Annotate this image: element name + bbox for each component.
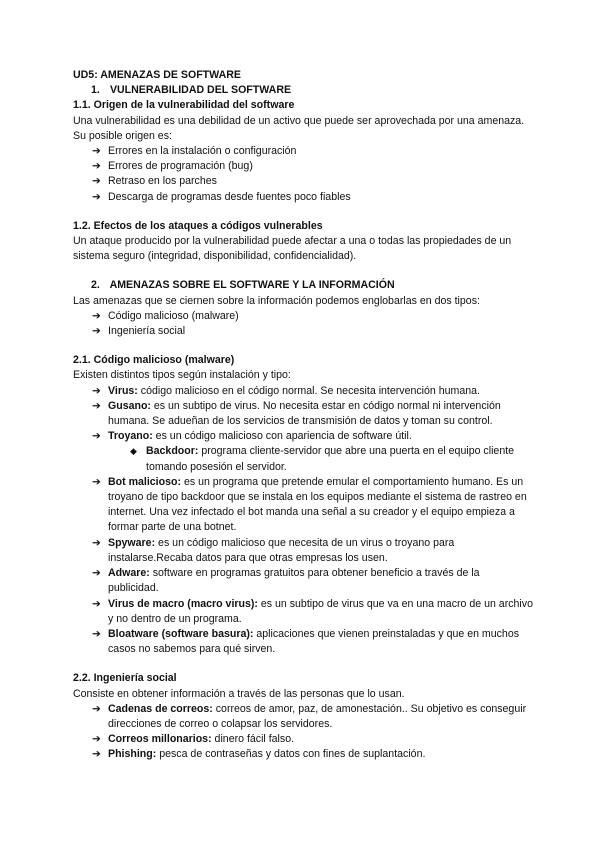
arrow-bullet-icon: ➔: [92, 384, 101, 397]
list-item-nested: ◆ Backdoor: programa cliente-servidor que abre una puerta en el equipo cliente tomando posesión el servidor.: [130, 445, 515, 473]
arrow-bullet-icon: ➔: [92, 475, 101, 488]
social-engineering-list: [73, 702, 533, 763]
diamond-bullet-icon: ◆: [130, 446, 137, 457]
paragraph: Un ataque producido por la vulnerabilidad puede afectar a una o todas las propiedades de un sistema seguro (integridad, disponibilidad, confidencialidad).: [73, 235, 512, 263]
list-item: ➔ Errores en la instalación o configuración: [73, 144, 533, 159]
subsection-1-1-heading: 1.1. Origen de la vulnerabilidad del software: [73, 99, 295, 112]
document-title: UD5: AMENAZAS DE SOFTWARE: [73, 69, 241, 81]
list-item: ➔ Virus de macro (macro virus): es un subtipo de virus que va en una macro de un archivo y no dentro de un programa.: [92, 597, 533, 625]
list-item: ➔ Errores de programación (bug): [73, 159, 533, 174]
list-item: ➔ Correos millonarios: dinero fácil falso.: [73, 732, 533, 747]
list-item: ➔ Descarga de programas desde fuentes poco fiables: [73, 190, 533, 205]
arrow-bullet-icon: ➔: [92, 325, 101, 338]
arrow-bullet-icon: ➔: [92, 733, 101, 746]
arrow-bullet-icon: ➔: [92, 627, 101, 640]
list-item: ➔ Gusano: es un subtipo de virus. No necesita estar en código normal ni intervención humana. Se adueñan de los servicios de transmisión de datos y toman su control.: [92, 399, 501, 428]
arrow-bullet-icon: ➔: [92, 160, 101, 173]
arrow-bullet-icon: ➔: [92, 399, 101, 412]
arrow-bullet-icon: ➔: [92, 567, 101, 580]
subsection-1-2-heading: 1.2. Efectos de los ataques a códigos vulnerables: [73, 219, 323, 232]
list-item: ➔ Phishing: pesca de contraseñas y datos con fines de suplantación.: [73, 747, 533, 762]
list-item: ➔ Cadenas de correos: correos de amor, paz, de amonestación.. Su objetivo es conseguir direcciones de correo o colapsar los servidores.: [92, 702, 527, 730]
malware-list: [73, 384, 533, 658]
section-1-heading: 1. VULNERABILIDAD DEL SOFTWARE: [91, 84, 292, 97]
origin-list: [73, 144, 533, 205]
list-item: ➔ Bloatware (software basura): aplicaciones que vienen preinstaladas y que en muchos casos no sabemos para qué sirven.: [92, 627, 520, 656]
paragraph: Consiste en obtener información a través de las personas que lo usan.: [73, 687, 405, 700]
list-item: ➔ Ingeniería social: [73, 324, 533, 339]
document-page: [73, 68, 533, 763]
arrow-bullet-icon: ➔: [92, 748, 101, 761]
paragraph: Las amenazas que se ciernen sobre la información podemos englobarlas en dos tipos:: [73, 294, 480, 307]
list-item: ➔ Virus: código malicioso en el código normal. Se necesita intervención humana.: [73, 384, 533, 399]
section-2-heading: 2. AMENAZAS SOBRE EL SOFTWARE Y LA INFORMACIÓN: [91, 279, 395, 292]
subsection-2-2-heading: 2.2. Ingeniería social: [73, 672, 177, 685]
arrow-bullet-icon: ➔: [92, 309, 101, 322]
arrow-bullet-icon: ➔: [92, 597, 101, 610]
arrow-bullet-icon: ➔: [92, 145, 101, 158]
list-item: ➔ Spyware: es un código malicioso que necesita de un virus o troyano para instalarse.Recaba datos para que otras empresas los usen.: [92, 536, 455, 564]
list-item: ➔ Troyano: es un código malicioso con apariencia de software útil.: [73, 429, 533, 444]
list-item: ➔ Bot malicioso: es un programa que pretende emular el comportamiento humano. Es un troyano de tipo backdoor que se instala en los equipos mediante el sistema de rastreo en internet. Una vez infectado el bot manda una señal a su creador y el equipo empieza a formar parte de una botnet.: [92, 475, 527, 534]
threat-types-list: [73, 309, 533, 339]
arrow-bullet-icon: ➔: [92, 536, 101, 549]
list-item: ➔ Código malicioso (malware): [73, 309, 533, 324]
arrow-bullet-icon: ➔: [92, 702, 101, 715]
list-item: ➔ Retraso en los parches: [73, 174, 533, 189]
arrow-bullet-icon: ➔: [92, 175, 101, 188]
subsection-2-1-heading: 2.1. Código malicioso (malware): [73, 354, 235, 367]
arrow-bullet-icon: ➔: [92, 430, 101, 443]
list-item: ➔ Adware: software en programas gratuitos para obtener beneficio a través de la publicidad.: [92, 567, 480, 595]
paragraph: Existen distintos tipos según instalación y tipo:: [73, 369, 291, 382]
arrow-bullet-icon: ➔: [92, 190, 101, 203]
paragraph: Una vulnerabilidad es una debilidad de un activo que puede ser aprovechada por una amenaza. Su posible origen es:: [73, 114, 525, 142]
